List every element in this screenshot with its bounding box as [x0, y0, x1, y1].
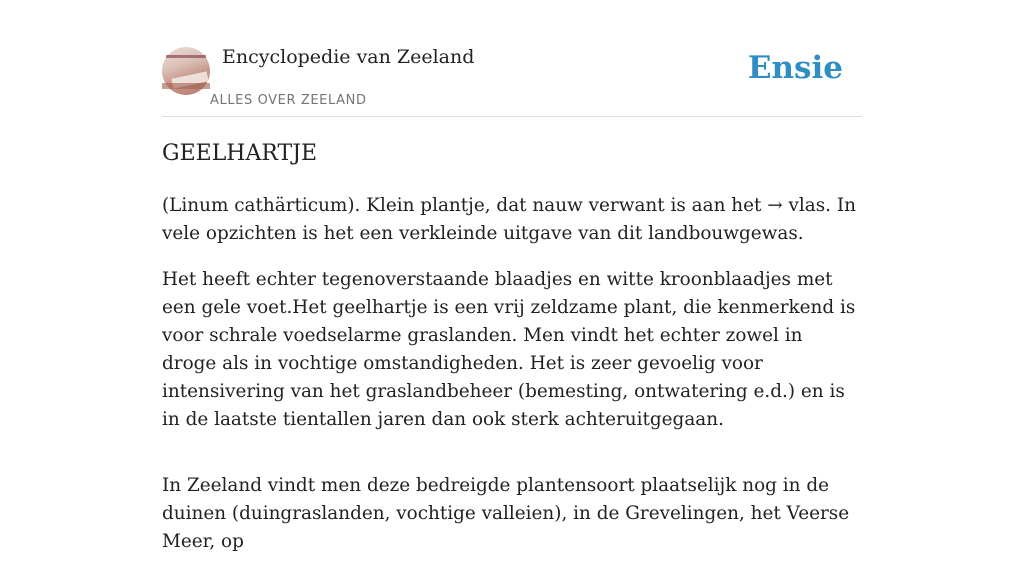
avatar-detail [166, 55, 206, 58]
article-title: GEELHARTJE [162, 141, 318, 166]
avatar-detail [162, 83, 210, 89]
article-paragraph: (Linum cathärticum). Klein plantje, dat nauw verwant is aan het → vlas. In vele opzichten is het een verkleinde uitgave van dit landbouwgewas. [162, 195, 856, 244]
brand-logo-link[interactable]: Ensie [747, 50, 843, 86]
site-title[interactable]: Encyclopedie van Zeeland [222, 46, 475, 68]
article-paragraph: Het heeft echter tegenoverstaande blaadjes en witte kroonblaadjes met een gele voet.Het geelhartje is een vrij zeldzame plant, die kenmerkend is voor schrale voedselarme graslanden. Men vindt het echter zowel in droge als in vochtige omstandigheden. Het is zeer gevoelig voor intensivering van het graslandbeheer (bemesting, ontwatering e.d.) en is in de laatste tientallen jaren dan ook sterk achteruitgegaan. [162, 269, 856, 430]
site-avatar[interactable] [162, 47, 210, 95]
article-content [162, 138, 862, 574]
article-paragraph: In Zeeland vindt men deze bedreigde plantensoort plaatselijk nog in de duinen (duingraslanden, vochtige valleien), in de Grevelingen, het Veerse Meer, op [162, 475, 850, 552]
site-header [162, 44, 862, 117]
site-tagline: ALLES OVER ZEELAND [210, 93, 367, 108]
